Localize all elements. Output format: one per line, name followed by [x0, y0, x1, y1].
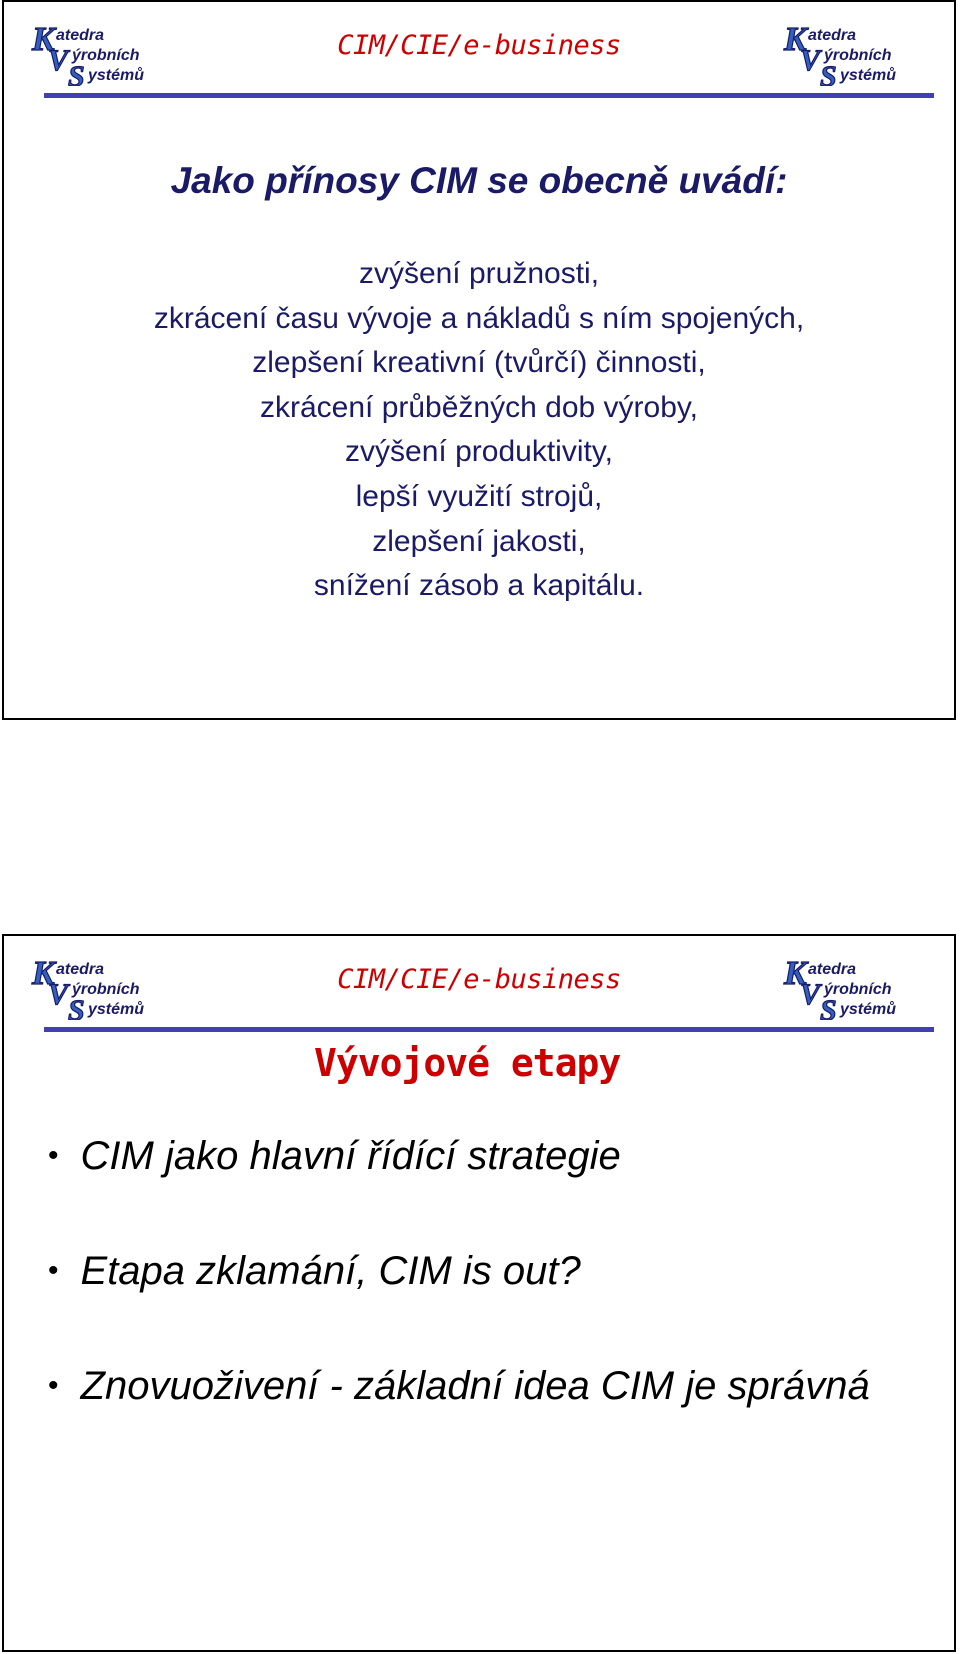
katedra-logo-right [780, 20, 930, 86]
katedra-logo-right [780, 954, 930, 1020]
header-divider [44, 1027, 934, 1032]
slide-title: Vývojové etapy [314, 1041, 621, 1085]
list-item [48, 1134, 621, 1179]
bullet-icon: • [48, 1254, 59, 1287]
bullet-icon: • [48, 1369, 59, 1402]
slide-header-title: CIM/CIE/e-business [337, 30, 621, 61]
slide-2 [2, 934, 956, 1652]
list-item [48, 1249, 581, 1294]
slide-title: Jako přínosy CIM se obecně uvádí: [170, 160, 788, 201]
slide-header-title: CIM/CIE/e-business [337, 964, 621, 995]
list-item: zlepšení kreativní (tvůrčí) činnosti, [252, 346, 706, 380]
list-item: zlepšení jakosti, [372, 524, 586, 558]
slide-1 [2, 0, 956, 720]
list-item: lepší využití strojů, [355, 479, 603, 513]
list-item: zkrácení průběžných dob výroby, [259, 390, 698, 424]
list-item [48, 1364, 870, 1409]
list-item: snížení zásob a kapitálu. [313, 569, 645, 603]
bullet-icon: • [48, 1139, 59, 1172]
list-item: zvýšení produktivity, [345, 435, 613, 469]
list-item-text: CIM jako hlavní řídící strategie [80, 1134, 621, 1178]
benefits-list [4, 252, 954, 609]
header-divider [44, 93, 934, 98]
list-item-text: Etapa zklamání, CIM is out? [80, 1249, 581, 1293]
list-item-text: Znovuoživení - základní idea CIM je správná [80, 1364, 870, 1408]
list-item: zvýšení pružnosti, [358, 257, 600, 290]
list-item: zkrácení času vývoje a nákladů s ním spojených, [153, 301, 805, 335]
